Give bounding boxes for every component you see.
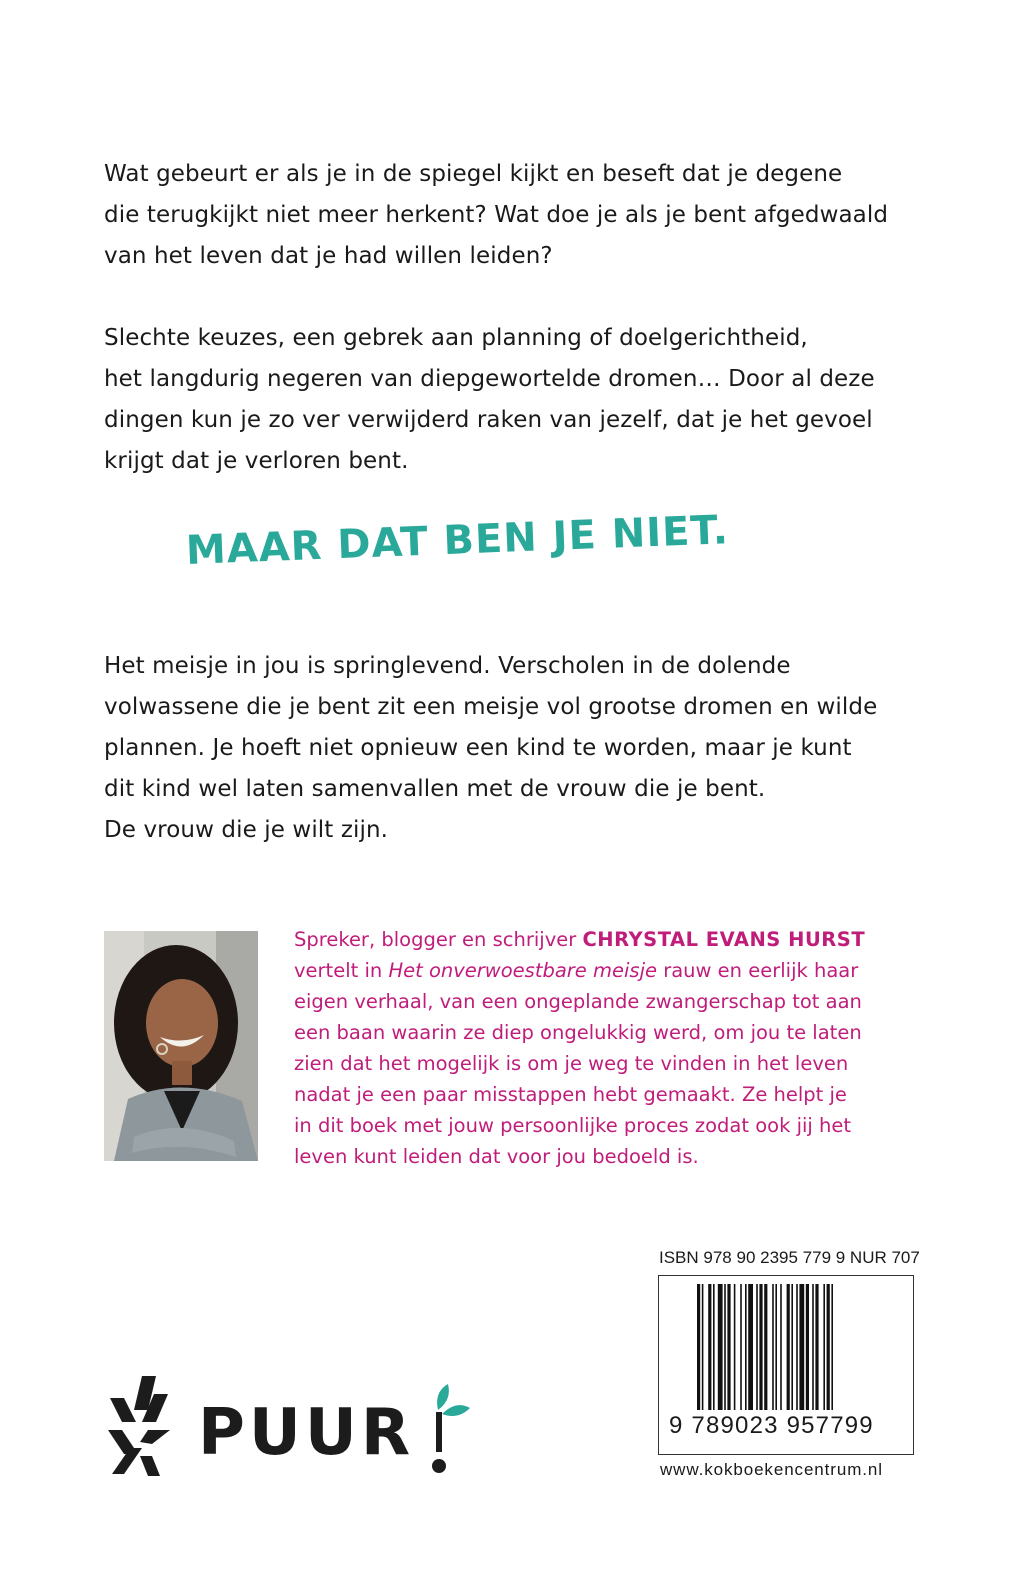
barcode-bar [775, 1284, 777, 1410]
bio-line: eigen verhaal, van een ongeplande zwangerschap tot aan [294, 990, 862, 1013]
third-line: De vrouw die je wilt zijn. [104, 817, 389, 843]
barcode-bar [697, 1284, 700, 1410]
bio-text: vertelt in [294, 959, 389, 982]
barcode-bar [806, 1284, 809, 1410]
barcode-bar [727, 1284, 730, 1410]
headline: MAAR DAT BEN JE NIET. [185, 507, 730, 574]
barcode-bar [831, 1284, 833, 1410]
publisher-website: www.kokboekencentrum.nl [660, 1460, 883, 1479]
bio-text: Spreker, blogger en schrijver [294, 928, 583, 951]
third-line: volwassene die je bent zit een meisje vol grootse dromen en wilde [104, 694, 878, 720]
barcode-bar [787, 1284, 790, 1410]
barcode-bar [772, 1284, 774, 1410]
author-name: CHRYSTAL EVANS HURST [582, 928, 866, 951]
barcode-bar [734, 1284, 736, 1410]
second-paragraph [104, 318, 924, 482]
author-bio [294, 924, 914, 1172]
bio-line: nadat je een paar misstappen hebt gemaakt. Ze helpt je [294, 1083, 847, 1106]
intro-line: die terugkijkt niet meer herkent? Wat doe je als je bent afgedwaald [104, 202, 889, 228]
book-title: Het onverwoestbare meisje [388, 959, 657, 982]
second-line: het langdurig negeren van diepgewortelde dromen… Door al deze [104, 366, 875, 392]
second-line: dingen kun je zo ver verwijderd raken van jezelf, dat je het gevoel [104, 407, 873, 433]
barcode-digits: 9 789023 957799 [669, 1412, 874, 1439]
barcode-bar [740, 1284, 742, 1410]
barcode-bar [724, 1284, 726, 1410]
barcode-bar [812, 1284, 814, 1410]
barcode [658, 1275, 914, 1455]
barcode-bar [815, 1284, 818, 1410]
bio-line [294, 955, 914, 986]
barcode-bar [702, 1284, 704, 1410]
isbn-line: ISBN 978 90 2395 779 9 NUR 707 [659, 1248, 920, 1267]
barcode-bar [756, 1284, 758, 1410]
second-line: krijgt dat je verloren bent. [104, 448, 409, 474]
barcode-bar [827, 1284, 830, 1410]
barcode-bar [764, 1284, 767, 1410]
third-paragraph [104, 646, 924, 851]
publisher-name: PUUR [198, 1396, 415, 1470]
intro-line: Wat gebeurt er als je in de spiegel kijkt en beseft dat je degene [104, 161, 843, 187]
barcode-bar [823, 1284, 825, 1410]
third-line: Het meisje in jou is springlevend. Verscholen in de dolende [104, 653, 791, 679]
intro-paragraph [104, 154, 924, 277]
barcode-bar [713, 1284, 715, 1410]
third-line: dit kind wel laten samenvallen met de vrouw die je bent. [104, 776, 766, 802]
publisher-logo [104, 1370, 474, 1490]
barcode-bar [708, 1284, 711, 1410]
barcode-bar [718, 1284, 723, 1410]
second-line: Slechte keuzes, een gebrek aan planning of doelgerichtheid, [104, 325, 808, 351]
barcode-bar [745, 1284, 747, 1410]
bio-text: rauw en eerlijk haar [657, 959, 859, 982]
bio-line: in dit boek met jouw persoonlijke proces zodat ook jij het [294, 1114, 852, 1137]
author-photo [104, 931, 258, 1161]
bio-line: leven kunt leiden dat voor jou bedoeld is. [294, 1145, 699, 1168]
barcode-bar [791, 1284, 793, 1410]
bio-line [294, 924, 914, 955]
barcode-bar [759, 1284, 762, 1410]
barcode-bar [799, 1284, 804, 1410]
bio-line: zien dat het mogelijk is om je weg te vinden in het leven [294, 1052, 849, 1075]
barcode-bar [780, 1284, 782, 1410]
bio-line: een baan waarin ze diep ongelukkig werd, om jou te laten [294, 1021, 862, 1044]
intro-line: van het leven dat je had willen leiden? [104, 243, 553, 269]
third-line: plannen. Je hoeft niet opnieuw een kind te worden, maar je kunt [104, 735, 852, 761]
barcode-bar [748, 1284, 753, 1410]
barcode-bar [796, 1284, 798, 1410]
